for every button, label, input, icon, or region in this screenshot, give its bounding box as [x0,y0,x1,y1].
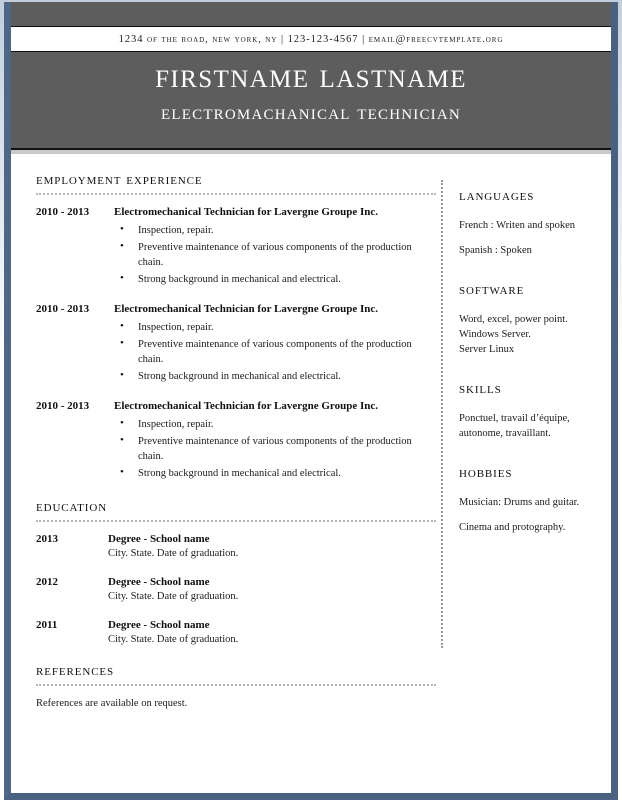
bullet-item: • Inspection, repair. [114,320,436,335]
bullet-item: • Preventive maintenance of various components of the production chain. [114,240,436,270]
education-entry [36,618,436,647]
hobbies-item: Musician: Drums and guitar. [459,497,580,508]
sidebar-column [459,186,599,557]
experience-dates: 2010 - 2013 [36,303,90,315]
section-references [36,661,436,711]
experience-bullets [114,223,436,287]
education-title: Degree - School name [108,576,210,588]
education-detail: City. State. Date of graduation. [108,548,239,559]
references-rule [36,684,436,686]
contact-strip [11,26,611,52]
education-rule [36,520,436,522]
experience-title: Electromechanical Technician for Lavergne Groupe Inc. [114,206,378,218]
main-column [36,170,436,715]
hobbies-item: Cinema and protography. [459,522,566,533]
experience-entry [36,399,436,483]
education-detail: City. State. Date of graduation. [108,634,239,645]
experience-entry [36,302,436,386]
skills-item: Ponctuel, travail d’équipe, autonome, travaillant. [459,413,570,439]
column-divider [441,180,443,648]
bullet-item: • Strong background in mechanical and electrical. [114,466,436,481]
software-item: Server Linux [459,344,515,355]
education-entry [36,532,436,561]
bullet-item: • Inspection, repair. [114,417,436,432]
skills-heading: skills [459,380,502,397]
full-name: firstname lastname [155,56,467,95]
experience-body [114,205,436,289]
experience-body [114,302,436,386]
education-detail: City. State. Date of graduation. [108,591,239,602]
sidebar-section-languages [459,186,599,258]
contact-line: 1234 of the road, new york, ny | 123-123-4567 | email@freecvtemplate.org [118,33,504,45]
languages-heading: languages [459,187,535,204]
bullet-item: • Strong background in mechanical and electrical. [114,369,436,384]
experience-title: Electromechanical Technician for Lavergne Groupe Inc. [114,303,378,315]
education-entry [36,575,436,604]
experience-body [114,399,436,483]
language-item: French : Writen and spoken [459,220,576,231]
education-title: Degree - School name [108,533,210,545]
sidebar-section-software [459,280,599,357]
education-heading: education [36,498,108,515]
education-year: 2012 [36,576,58,588]
software-item: Windows Server. [459,329,531,340]
bullet-item: • Inspection, repair. [114,223,436,238]
experience-dates: 2010 - 2013 [36,400,90,412]
name-block [11,56,611,126]
education-year: 2011 [36,619,58,631]
education-body [108,575,436,604]
body-wrap [11,160,611,792]
experience-bullets [114,417,436,481]
references-text: References are available on request. [36,698,188,709]
bullet-item: • Preventive maintenance of various components of the production chain. [114,434,436,464]
references-heading: references [36,662,115,679]
hobbies-heading: hobbies [459,464,513,481]
experience-dates: 2010 - 2013 [36,206,90,218]
masthead-shadow [11,150,611,154]
experience-rule [36,193,436,195]
section-education [36,497,436,647]
section-experience [36,170,436,483]
experience-entry [36,205,436,289]
education-title: Degree - School name [108,619,210,631]
education-body [108,532,436,561]
experience-heading: employment experience [36,171,203,188]
sidebar-section-hobbies [459,463,599,535]
education-year: 2013 [36,533,58,545]
job-title: electromachanical technician [161,99,461,124]
language-item: Spanish : Spoken [459,245,532,256]
experience-title: Electromechanical Technician for Lavergne Groupe Inc. [114,400,378,412]
bullet-item: • Preventive maintenance of various components of the production chain. [114,337,436,367]
software-item: Word, excel, power point. [459,314,568,325]
experience-bullets [114,320,436,384]
bullet-item: • Strong background in mechanical and electrical. [114,272,436,287]
software-heading: software [459,281,525,298]
sidebar-section-skills [459,379,599,441]
education-body [108,618,436,647]
